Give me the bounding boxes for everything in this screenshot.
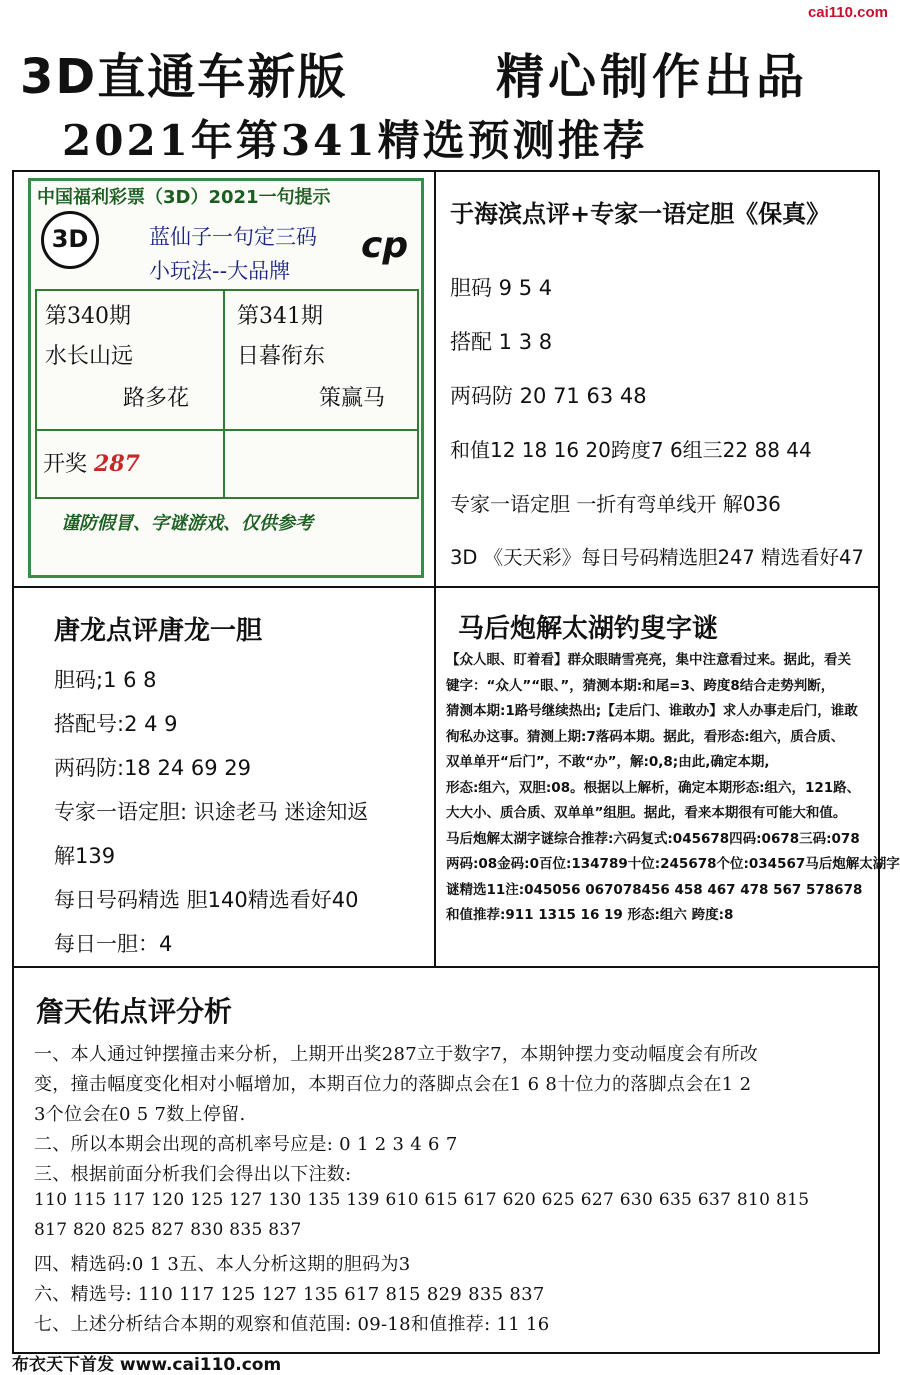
3d-logo-icon: 3D: [41, 211, 99, 269]
grid-divider-horizontal: [37, 429, 417, 431]
card-tagline-1: 蓝仙子一句定三码: [149, 225, 317, 249]
riddle-line: 【众人眼、盯着看】群众眼睛雪亮亮，集中注意看过来。据此，看关: [446, 652, 851, 668]
top-right-frame: [434, 170, 880, 588]
analysis-line: 三、根据前面分析我们会得出以下注数:: [34, 1164, 352, 1185]
period-340-title: 第340期: [45, 304, 131, 329]
top-right-line: 专家一语定胆 一折有弯单线开 解036: [450, 492, 781, 516]
period-341-title: 第341期: [237, 304, 323, 329]
page-subtitle: 2021年第341精选预测推荐: [62, 116, 648, 165]
bottom-title: 詹天佑点评分析: [36, 995, 233, 1028]
top-right-line: 和值12 18 16 20跨度7 6组三22 88 44: [450, 438, 812, 462]
card-tagline-2: 小玩法--大品牌: [149, 259, 291, 283]
analysis-line: 变，撞击幅度变化相对小幅增加，本期百位力的落脚点会在1 6 8十位力的落脚点会在1 2: [34, 1074, 752, 1095]
mid-left-line: 专家一语定胆: 识途老马 迷途知返: [54, 800, 369, 824]
analysis-line: 四、精选码:0 1 3五、本人分析这期的胆码为3: [34, 1254, 411, 1275]
bottom-body: [34, 1040, 876, 1340]
riddle-line: 徇私办这事。猜测上期:7落码本期。据此，看形态:组六，质合质、: [446, 728, 845, 745]
riddle-line: 形态:组六，双胆:08。根据以上解析，确定本期形态:组六，121路、: [446, 779, 861, 796]
period-grid: [35, 289, 419, 499]
top-right-line: 两码防 20 71 63 48: [450, 384, 647, 408]
top-right-line: 搭配 1 3 8: [450, 330, 553, 354]
analysis-line: 817 820 825 827 830 835 837: [34, 1220, 302, 1240]
card-heading: 中国福利彩票（3D）2021一句提示: [37, 187, 331, 208]
lottery-card: [28, 178, 424, 578]
riddle-line: 谜精选11注:045056 067078456 458 467 478 567 578678: [446, 881, 863, 898]
top-right-line: 3D 《天天彩》每日号码精选胆247 精选看好47: [450, 546, 864, 569]
period-340-line2: 路多花: [123, 386, 190, 411]
analysis-line: 七、上述分析结合本期的观察和值范围: 09-18和值推荐: 11 16: [34, 1314, 550, 1335]
top-right-line: 胆码 9 5 4: [450, 276, 553, 300]
riddle-line: 马后炮解太湖字谜综合推荐:六码复式:045678四码:0678三码:078: [446, 830, 860, 847]
card-disclaimer: 谨防假冒、字谜游戏、仅供参考: [61, 513, 313, 534]
grid-divider-vertical: [223, 291, 225, 497]
analysis-line: 3个位会在0 5 7数上停留.: [34, 1104, 246, 1125]
riddle-line: 两码:08金码:0百位:134789十位:245678个位:034567马后炮解太湖字: [446, 856, 900, 872]
draw-result-value: 287: [94, 451, 140, 477]
site-watermark: cai110.com: [807, 4, 888, 21]
draw-result: [43, 447, 140, 478]
riddle-line: 双单单开“后门”，不敢“办”，解:0,8;由此,确定本期,: [446, 754, 770, 770]
cp-logo-icon: cp: [361, 225, 409, 266]
period-341-line1: 日暮衔东: [237, 344, 326, 369]
period-341-line2: 策赢马: [319, 386, 386, 411]
analysis-line: 110 115 117 120 125 127 130 135 139 610 615 617 620 625 627 630 635 637 810 815: [34, 1190, 810, 1210]
mid-right-title: 马后炮解太湖钓叟字谜: [458, 614, 719, 644]
draw-result-label: 开奖: [43, 452, 88, 477]
footer-source: 布衣天下首发 www.cai110.com: [12, 1355, 282, 1375]
riddle-line: 键字：“众人”“眼、”，猜测本期:和尾=3、跨度8结合走势判断，: [446, 677, 835, 694]
header-left-title: 3D直通车新版: [20, 49, 348, 105]
mid-left-line: 两码防:18 24 69 29: [54, 756, 251, 780]
analysis-line: 一、本人通过钟摆撞击来分析，上期开出奖287立于数字7，本期钟摆力变动幅度会有所改: [34, 1044, 759, 1065]
mid-left-line: 每日号码精选 胆140精选看好40: [54, 888, 359, 912]
analysis-line: 二、所以本期会出现的高机率号应是: 0 1 2 3 4 6 7: [34, 1134, 458, 1155]
header-right-title: 精心制作出品: [496, 49, 809, 105]
mid-left-line: 胆码;1 6 8: [54, 668, 157, 692]
riddle-line: 猜测本期:1路号继续热出;【走后门、谁敢办】求人办事走后门，谁敢: [446, 703, 858, 719]
mid-left-title: 唐龙点评唐龙一胆: [54, 616, 263, 646]
top-right-title: 于海滨点评+专家一语定胆《保真》: [450, 199, 831, 228]
mid-left-line: 解139: [54, 844, 116, 868]
period-340-line1: 水长山远: [45, 344, 134, 369]
analysis-line: 六、精选号: 110 117 125 127 135 617 815 829 835 837: [34, 1284, 545, 1305]
mid-right-body: [446, 648, 900, 929]
mid-left-line: 每日一胆：4: [54, 932, 173, 956]
mid-left-line: 搭配号:2 4 9: [54, 712, 178, 736]
riddle-line: 和值推荐:911 1315 16 19 形态:组六 跨度:8: [446, 907, 734, 923]
riddle-line: 大大小、质合质、双单单”组胆。据此，看来本期很有可能大和值。: [446, 805, 847, 821]
